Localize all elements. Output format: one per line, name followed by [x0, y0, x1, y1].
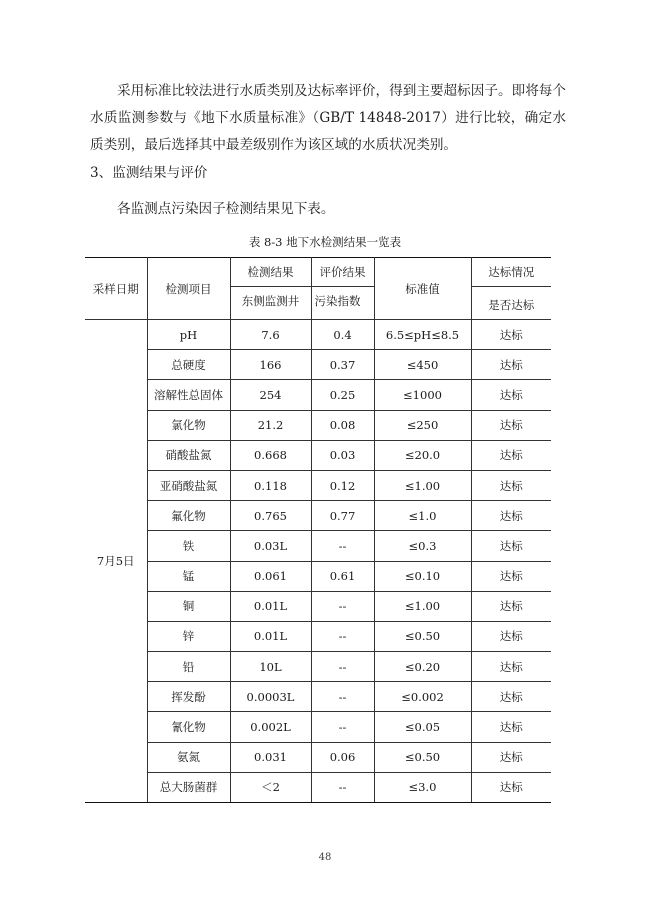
test-item-cell: 氟化物 — [147, 501, 230, 531]
standard-cell: 6.5≤pH≤8.5 — [374, 320, 471, 350]
standard-cell: ≤0.20 — [374, 652, 471, 682]
header-test-item: 检测项目 — [147, 258, 230, 320]
groundwater-results-table — [85, 257, 551, 803]
table-row — [85, 501, 551, 531]
test-item-cell: 硝酸盐氮 — [147, 440, 230, 470]
standard-cell: ≤3.0 — [374, 772, 471, 802]
standard-cell: ≤0.10 — [374, 561, 471, 591]
table-row — [85, 652, 551, 682]
compliance-cell: 达标 — [471, 621, 551, 651]
compliance-cell: 达标 — [471, 440, 551, 470]
header-east-well: 东侧监测井 — [230, 287, 311, 320]
result-cell: 0.002L — [230, 712, 311, 742]
test-item-cell: 铜 — [147, 591, 230, 621]
test-item-cell: 溶解性总固体 — [147, 380, 230, 410]
pollution-index-cell: 0.37 — [311, 350, 374, 380]
standard-cell: ≤1.00 — [374, 470, 471, 500]
header-is-compliant: 是否达标 — [471, 287, 551, 320]
pollution-index-cell: -- — [311, 712, 374, 742]
header-pollution-index: 污染指数 — [311, 287, 374, 320]
standard-cell: ≤450 — [374, 350, 471, 380]
intro-paragraph: 采用标准比较法进行水质类别及达标率评价，得到主要超标因子。即将每个水质监测参数与《地下水质量标准》（GB/T 14848-2017）进行比较，确定水质类别，最后选择其中最差级别作为该区域的水质状况类别。 — [90, 83, 566, 153]
table-row — [85, 380, 551, 410]
table-row — [85, 350, 551, 380]
result-cell: 0.118 — [230, 470, 311, 500]
compliance-cell: 达标 — [471, 320, 551, 350]
test-item-cell: 铅 — [147, 652, 230, 682]
result-cell: 166 — [230, 350, 311, 380]
section-heading: 3、监测结果与评价 — [90, 165, 208, 181]
result-cell: 0.765 — [230, 501, 311, 531]
result-cell: 0.0003L — [230, 682, 311, 712]
compliance-cell: 达标 — [471, 772, 551, 802]
compliance-cell: 达标 — [471, 652, 551, 682]
table-row — [85, 531, 551, 561]
table-row — [85, 440, 551, 470]
compliance-cell: 达标 — [471, 350, 551, 380]
result-cell: 7.6 — [230, 320, 311, 350]
result-cell: 0.031 — [230, 742, 311, 772]
test-item-cell: 锰 — [147, 561, 230, 591]
compliance-cell: 达标 — [471, 501, 551, 531]
table-row — [85, 561, 551, 591]
pollution-index-cell: -- — [311, 772, 374, 802]
test-item-cell: 总硬度 — [147, 350, 230, 380]
table-row — [85, 772, 551, 802]
test-item-cell: 亚硝酸盐氮 — [147, 470, 230, 500]
pollution-index-cell: 0.06 — [311, 742, 374, 772]
compliance-cell: 达标 — [471, 682, 551, 712]
header-standard: 标准值 — [374, 258, 471, 320]
compliance-cell: 达标 — [471, 380, 551, 410]
result-cell: 21.2 — [230, 410, 311, 440]
pollution-index-cell: -- — [311, 621, 374, 651]
standard-cell: ≤0.05 — [374, 712, 471, 742]
table-intro-paragraph: 各监测点污染因子检测结果见下表。 — [117, 201, 335, 217]
standard-cell: ≤1.0 — [374, 501, 471, 531]
pollution-index-cell: -- — [311, 682, 374, 712]
test-item-cell: 氯化物 — [147, 410, 230, 440]
sampling-date-cell: 7月5日 — [85, 320, 147, 803]
table-row — [85, 742, 551, 772]
result-cell: 0.668 — [230, 440, 311, 470]
standard-cell: ≤0.3 — [374, 531, 471, 561]
test-item-cell: 挥发酚 — [147, 682, 230, 712]
table-body — [85, 320, 551, 803]
pollution-index-cell: -- — [311, 652, 374, 682]
header-evaluation: 评价结果 — [311, 258, 374, 287]
pollution-index-cell: 0.61 — [311, 561, 374, 591]
compliance-cell: 达标 — [471, 712, 551, 742]
table-row — [85, 591, 551, 621]
result-cell: 254 — [230, 380, 311, 410]
test-item-cell: pH — [147, 320, 230, 350]
compliance-cell: 达标 — [471, 410, 551, 440]
result-cell: 0.01L — [230, 591, 311, 621]
result-cell: 0.061 — [230, 561, 311, 591]
compliance-cell: 达标 — [471, 561, 551, 591]
standard-cell: ≤20.0 — [374, 440, 471, 470]
test-item-cell: 总大肠菌群 — [147, 772, 230, 802]
standard-cell: ≤1.00 — [374, 591, 471, 621]
pollution-index-cell: 0.25 — [311, 380, 374, 410]
result-cell: ＜2 — [230, 772, 311, 802]
result-cell: 10L — [230, 652, 311, 682]
pollution-index-cell: 0.77 — [311, 501, 374, 531]
result-cell: 0.03L — [230, 531, 311, 561]
header-sampling-date: 采样日期 — [85, 258, 147, 320]
table-caption: 表 8-3 地下水检测结果一览表 — [248, 235, 402, 249]
header-test-result: 检测结果 — [230, 258, 311, 287]
compliance-cell: 达标 — [471, 531, 551, 561]
compliance-cell: 达标 — [471, 742, 551, 772]
standard-cell: ≤1000 — [374, 380, 471, 410]
table-row — [85, 470, 551, 500]
compliance-cell: 达标 — [471, 591, 551, 621]
table-row — [85, 320, 551, 350]
table-row — [85, 712, 551, 742]
pollution-index-cell: 0.12 — [311, 470, 374, 500]
header-compliance: 达标情况 — [471, 258, 551, 287]
pollution-index-cell: -- — [311, 591, 374, 621]
test-item-cell: 铁 — [147, 531, 230, 561]
pollution-index-cell: 0.03 — [311, 440, 374, 470]
standard-cell: ≤0.50 — [374, 621, 471, 651]
standard-cell: ≤0.50 — [374, 742, 471, 772]
result-cell: 0.01L — [230, 621, 311, 651]
compliance-cell: 达标 — [471, 470, 551, 500]
test-item-cell: 锌 — [147, 621, 230, 651]
standard-cell: ≤0.002 — [374, 682, 471, 712]
pollution-index-cell: 0.08 — [311, 410, 374, 440]
pollution-index-cell: 0.4 — [311, 320, 374, 350]
test-item-cell: 氨氮 — [147, 742, 230, 772]
table-row — [85, 410, 551, 440]
pollution-index-cell: -- — [311, 531, 374, 561]
table-row — [85, 682, 551, 712]
page-number: 48 — [318, 852, 332, 863]
table-row — [85, 621, 551, 651]
standard-cell: ≤250 — [374, 410, 471, 440]
test-item-cell: 氰化物 — [147, 712, 230, 742]
